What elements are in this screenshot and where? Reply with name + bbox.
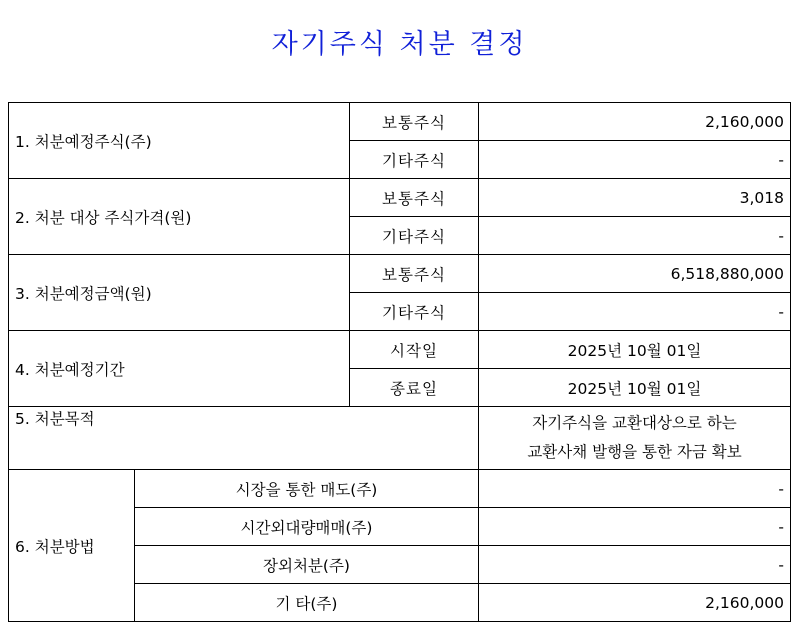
share-price-label: 2. 처분 대상 주식가격(원) <box>9 179 350 255</box>
table-row <box>9 255 791 293</box>
table-row <box>9 331 791 369</box>
planned-shares-label: 1. 처분예정주식(주) <box>9 103 350 179</box>
table-row <box>9 103 791 141</box>
method-market-sale-label: 시장을 통한 매도(주) <box>135 470 479 508</box>
share-price-common-value: 3,018 <box>479 179 791 217</box>
table-row <box>9 407 791 470</box>
planned-amount-other-value: - <box>479 293 791 331</box>
table-row <box>9 179 791 217</box>
common-stock-label: 보통주식 <box>350 179 479 217</box>
disposal-purpose-value <box>479 407 791 470</box>
method-otc-value: - <box>479 546 791 584</box>
start-date-value: 2025년 10월 01일 <box>479 331 791 369</box>
planned-shares-common-value: 2,160,000 <box>479 103 791 141</box>
method-otc-label: 장외처분(주) <box>135 546 479 584</box>
planned-amount-common-value: 6,518,880,000 <box>479 255 791 293</box>
common-stock-label: 보통주식 <box>350 255 479 293</box>
purpose-line-1: 자기주식을 교환대상으로 하는 <box>532 414 737 432</box>
disposal-table <box>8 102 791 622</box>
common-stock-label: 보통주식 <box>350 103 479 141</box>
method-other-value: 2,160,000 <box>479 584 791 622</box>
page-title: 자기주식 처분 결정 <box>271 29 528 60</box>
disposal-purpose-label: 5. 처분목적 <box>9 407 479 470</box>
end-date-label: 종료일 <box>350 369 479 407</box>
disposal-method-label: 6. 처분방법 <box>9 470 135 622</box>
planned-shares-other-value: - <box>479 141 791 179</box>
other-stock-label: 기타주식 <box>350 293 479 331</box>
other-stock-label: 기타주식 <box>350 217 479 255</box>
planned-amount-label: 3. 처분예정금액(원) <box>9 255 350 331</box>
purpose-line-2: 교환사채 발행을 통한 자금 확보 <box>527 443 742 461</box>
end-date-value: 2025년 10월 01일 <box>479 369 791 407</box>
disposal-period-label: 4. 처분예정기간 <box>9 331 350 407</box>
method-block-trade-label: 시간외대량매매(주) <box>135 508 479 546</box>
table-row <box>9 470 791 508</box>
share-price-other-value: - <box>479 217 791 255</box>
method-market-sale-value: - <box>479 470 791 508</box>
method-block-trade-value: - <box>479 508 791 546</box>
method-other-label: 기 타(주) <box>135 584 479 622</box>
other-stock-label: 기타주식 <box>350 141 479 179</box>
start-date-label: 시작일 <box>350 331 479 369</box>
